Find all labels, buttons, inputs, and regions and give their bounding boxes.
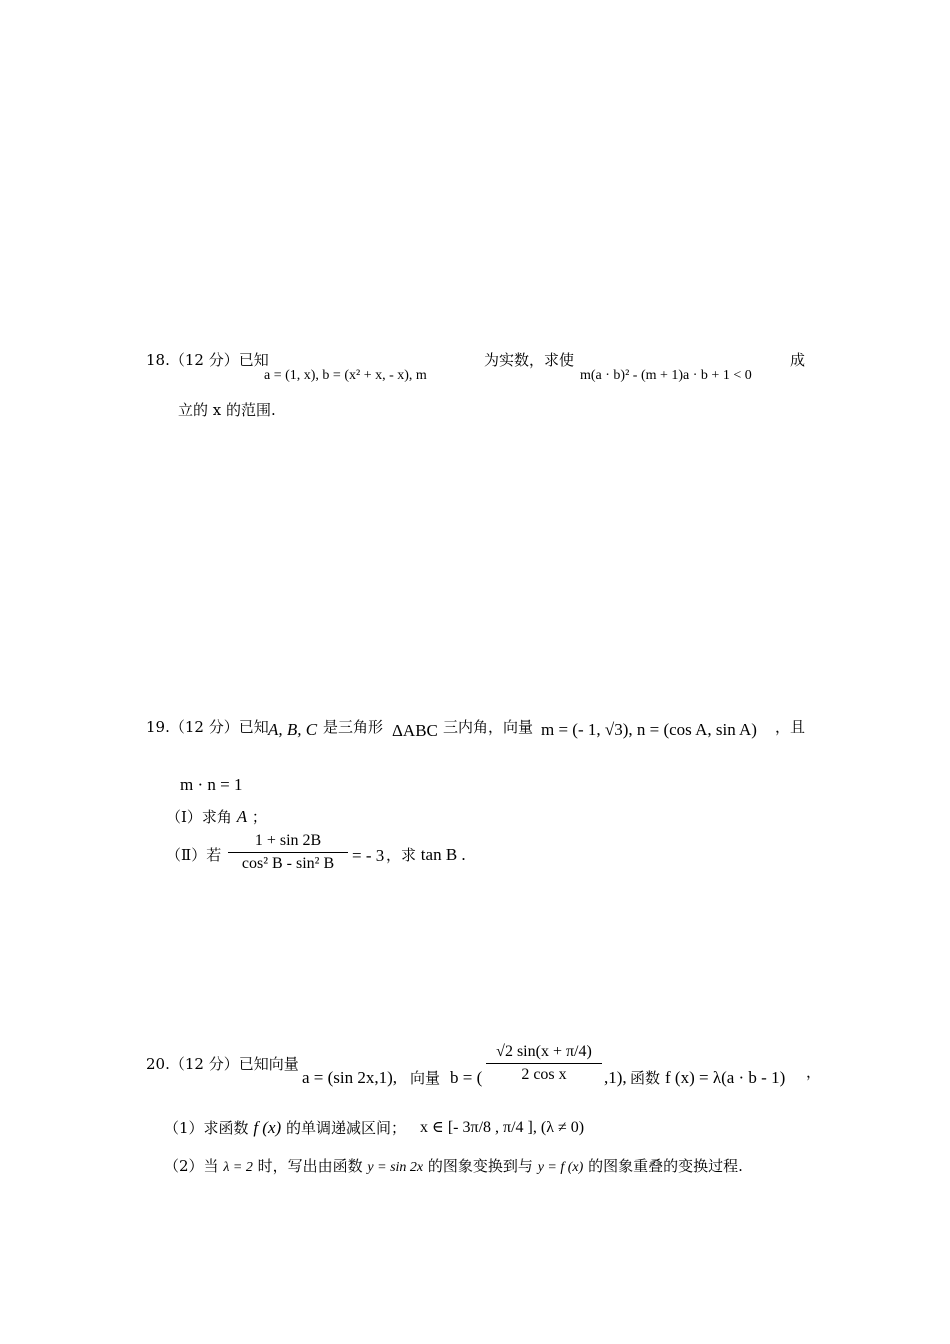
problem-20-fraction (486, 1043, 602, 1084)
problem-19-tail: ，且 (775, 718, 806, 736)
problem-19-frac-den: cos² B - sin² B (241, 855, 335, 872)
problem-20-part2-func1: y = sin 2x (367, 1160, 424, 1175)
problem-20-tail: ， (806, 1063, 822, 1081)
problem-19-fraction (228, 832, 348, 873)
problem-20-mid1: 向量 (410, 1069, 441, 1087)
problem-20-part1-label: （1）求函数 (164, 1119, 249, 1137)
problem-20-part2-func2: y = f (x) (537, 1160, 584, 1175)
problem-20-part2-label: （2）当 (164, 1157, 219, 1175)
problem-18-head: 18.（12 分）已知 (146, 351, 269, 369)
problem-20-part2-text1: 时，写出由函数 (257, 1157, 363, 1175)
problem-20-mid2: 函数 (630, 1069, 661, 1087)
problem-20-vec-b-right: ,1), (604, 1068, 627, 1087)
problem-19-part1-var: A (236, 807, 248, 826)
problem-20-part1-domain: x ∈ [- 3π/8 , π/4 ], (λ ≠ 0) (420, 1119, 585, 1136)
problem-18-inequality: m(a · b)² - (m + 1)a · b + 1 < 0 (580, 368, 752, 383)
problem-19-part1-end: ； (251, 808, 267, 826)
problem-19-mid2: 三内角，向量 (443, 718, 534, 736)
problem-19-abc: A, B, C (268, 720, 318, 739)
problem-20-vec-a: a = (sin 2x,1), (302, 1068, 398, 1087)
problem-19-line2: m · n = 1 (180, 775, 243, 794)
problem-20-frac-num: √2 sin(x + π/4) (496, 1043, 592, 1060)
fraction-bar (486, 1063, 602, 1064)
problem-19-head: 19.（12 分）已知 (146, 718, 269, 736)
problem-20-part1-text: 的单调递减区间； (285, 1119, 406, 1137)
problem-19-mid1: 是三角形 (323, 718, 384, 736)
problem-20-part2-cond: λ = 2 (223, 1160, 253, 1175)
problem-19-part2-eq: = - 3 (352, 846, 385, 865)
problem-19-part1-label: （Ⅰ）求角 (166, 808, 232, 826)
problem-18-mid: 为实数，求使 (484, 351, 575, 369)
fraction-bar (228, 852, 348, 853)
problem-18-line2: 立的 x 的范围. (178, 401, 276, 419)
problem-20-part1-func: f (x) (253, 1118, 282, 1137)
problem-19-part2-target: tan B . (420, 845, 466, 864)
problem-20-frac-den: 2 cos x (521, 1066, 567, 1083)
problem-20-part2-text3: 的图象重叠的变换过程. (588, 1157, 743, 1175)
problem-19-frac-num: 1 + sin 2B (254, 832, 322, 849)
problem-20-part2-text2: 的图象变换到与 (427, 1157, 533, 1175)
problem-19-triangle: ΔABC (392, 721, 438, 740)
problem-19-part2-ask: ，求 (386, 846, 417, 864)
problem-19-part2-label: （Ⅱ）若 (166, 846, 222, 864)
problem-19-vectors: m = (- 1, √3), n = (cos A, sin A) (541, 720, 757, 739)
problem-20-vec-b-left: b = ( (450, 1068, 483, 1087)
problem-20-head: 20.（12 分）已知向量 (146, 1055, 299, 1073)
problem-18-vectors: a = (1, x), b = (x² + x, - x), m (264, 368, 427, 383)
problem-18-tail: 成 (790, 351, 806, 369)
problem-20-func: f (x) = λ(a · b - 1) (665, 1068, 786, 1087)
